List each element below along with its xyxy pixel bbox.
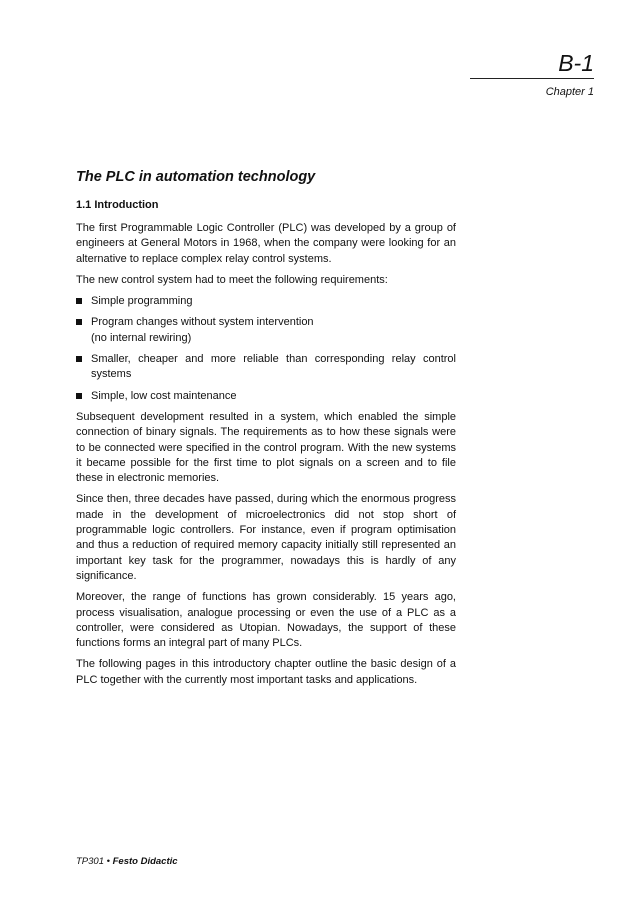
list-item (76, 352, 456, 383)
list-item (76, 294, 456, 309)
list-item-text: Simple, low cost maintenance (91, 389, 237, 402)
requirements-lead: The new control system had to meet the following requirements: (76, 273, 388, 286)
list-item-text: Simple programming (91, 295, 193, 308)
list-item-text: Smaller, cheaper and more reliable than corresponding relay control systems (91, 353, 456, 381)
square-bullet-icon (76, 298, 82, 304)
list-item (76, 389, 456, 404)
body-paragraph: Subsequent development resulted in a system, which enabled the simple connection of binary signals. The requirements as to how these signals were to be connected were specified in the control program. With the new systems it became possible for the first time to plot signals on a screen and to file these in electronic memories. (76, 410, 456, 485)
square-bullet-icon (76, 319, 82, 325)
section-heading: 1.1 Introduction (76, 199, 159, 211)
list-item-subtext: (no internal rewiring) (91, 331, 192, 344)
requirements-list (76, 294, 456, 404)
header-rule (470, 78, 594, 79)
page-content (76, 168, 456, 688)
page-footer (76, 856, 178, 868)
square-bullet-icon (76, 393, 82, 399)
chapter-label: Chapter 1 (545, 86, 594, 98)
square-bullet-icon (76, 356, 82, 362)
page-number: B-1 (558, 50, 594, 76)
body-paragraph: The following pages in this introductory chapter outline the basic design of a PLC together with the currently most important tasks and applications. (76, 658, 456, 686)
chapter-title: The PLC in automation technology (76, 169, 316, 185)
body-paragraph: Moreover, the range of functions has grown considerably. 15 years ago, process visualisation, analogue processing or even the use of a PLC as a controller, were considered as Utopian. Nowadays, the support of these functions forms an integral part of many PLCs. (76, 591, 456, 650)
body-paragraph: Since then, three decades have passed, during which the enormous progress made in the development of microelectronics did not stop short of programmable logic controllers. For instance, even if program optimisation and thus a reduction of required memory capacity initially still represented an important key task for the programmer, nowadays this is hardly of any significance. (76, 493, 456, 582)
list-item (76, 315, 456, 346)
footer-company: Festo Didactic (112, 856, 178, 867)
footer-code: TP301 (76, 856, 104, 867)
list-item-text: Program changes without system intervention (91, 316, 314, 329)
footer-separator: • (106, 856, 110, 867)
intro-paragraph: The first Programmable Logic Controller (PLC) was developed by a group of engineers at General Motors in 1968, when the company were looking for an alternative to replace complex relay control systems. (76, 222, 456, 265)
